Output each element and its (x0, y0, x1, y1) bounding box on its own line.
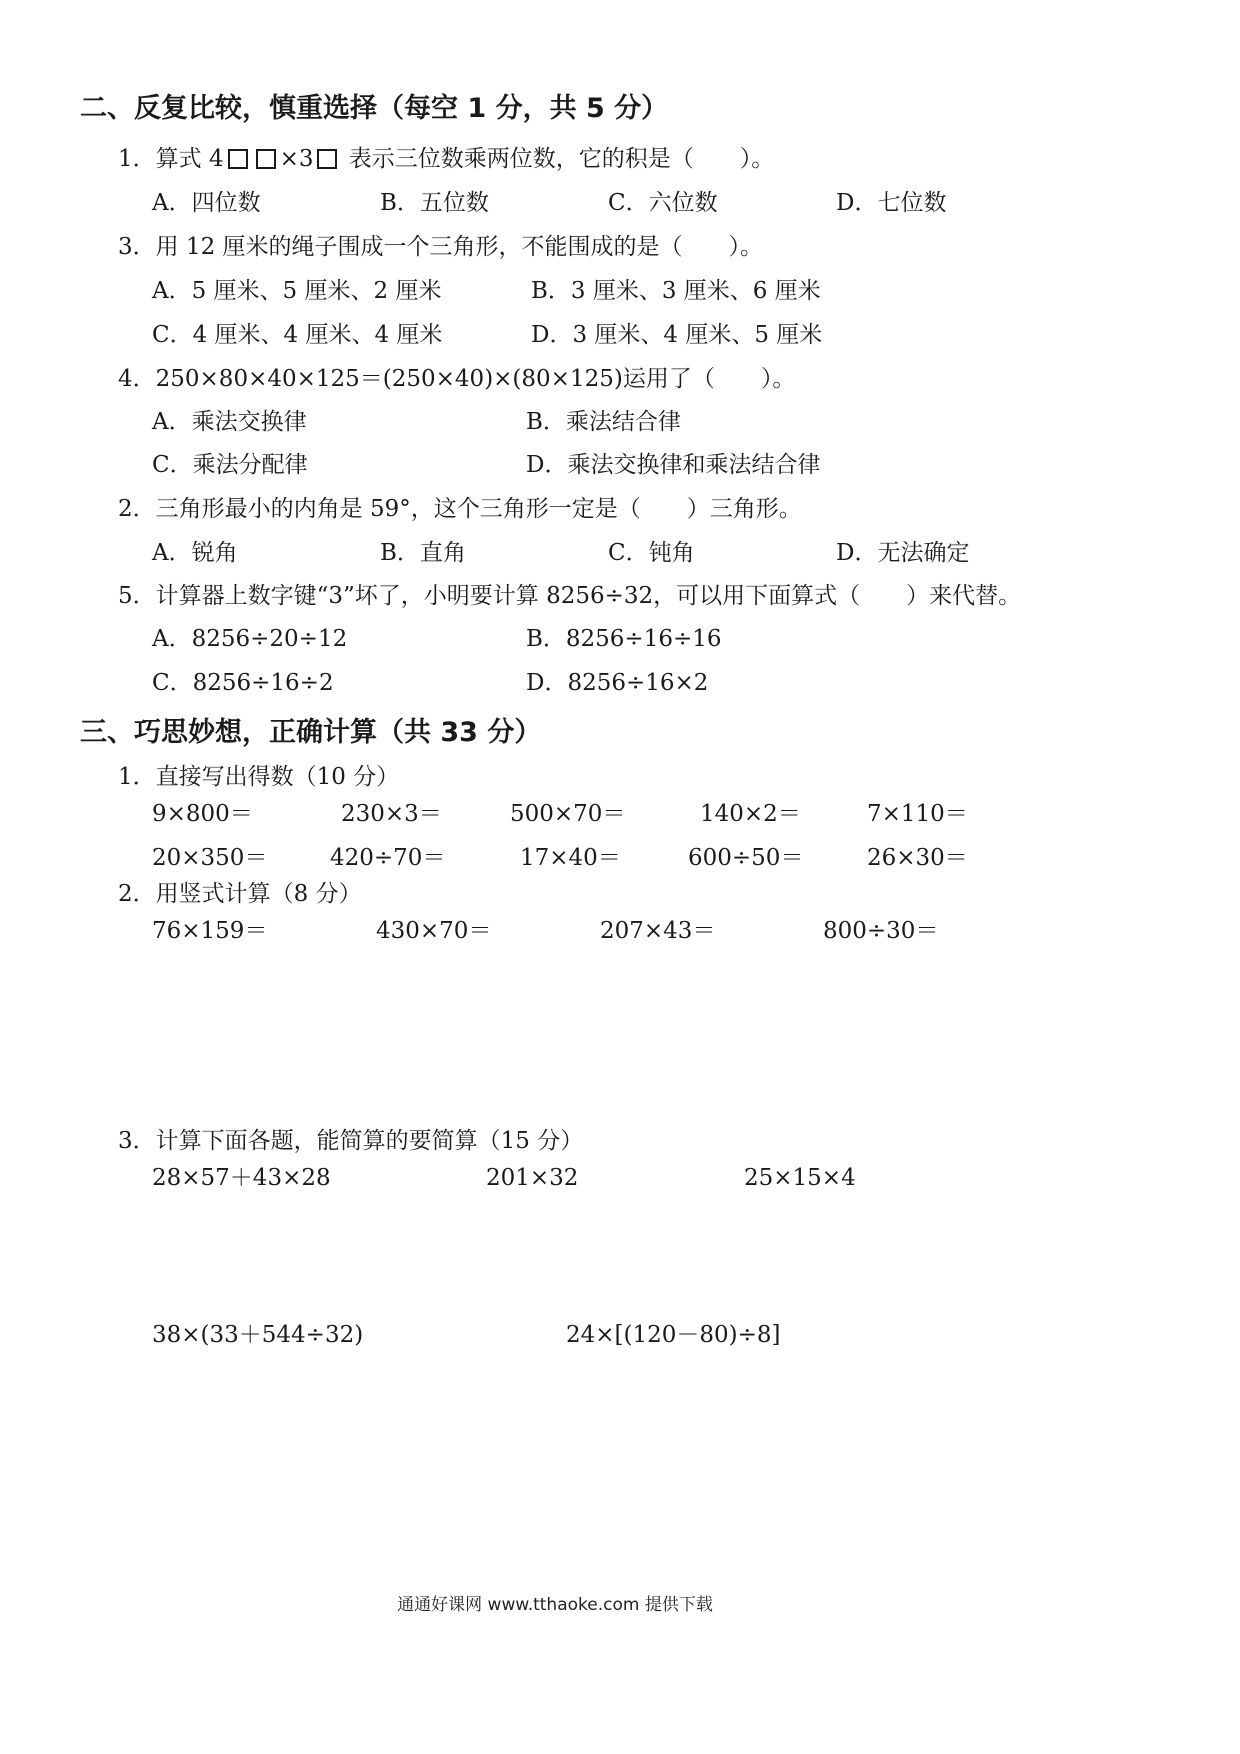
option: B．五位数 (380, 190, 489, 216)
option: A．5 厘米、5 厘米、2 厘米 (152, 278, 442, 304)
question-1-suffix: 表示三位数乘两位数，它的积是（ ）。 (341, 146, 775, 172)
option: C．乘法分配律 (152, 452, 308, 478)
part-3-label: 3．计算下面各题，能简算的要简算（15 分） (118, 1128, 584, 1154)
option: D．8256÷16×2 (526, 670, 709, 696)
expression: 207×43＝ (600, 918, 716, 944)
question-1-prefix: 1．算式 4 (118, 146, 224, 172)
expression: 76×159＝ (152, 918, 268, 944)
option: D．乘法交换律和乘法结合律 (526, 452, 821, 478)
option: D．无法确定 (836, 540, 970, 566)
option: B．3 厘米、3 厘米、6 厘米 (531, 278, 821, 304)
question-4: 4．250×80×40×125＝(250×40)×(80×125)运用了（ ）。 (118, 366, 796, 392)
expression: 9×800＝ (152, 801, 253, 827)
footer-credit: 通通好课网 www.tthaoke.com 提供下载 (397, 1595, 713, 1615)
blank-box (256, 149, 276, 169)
expression: 600÷50＝ (688, 845, 804, 871)
expression: 25×15×4 (744, 1165, 856, 1191)
question-1-mid: ×3 (279, 146, 314, 172)
question-5: 5．计算器上数字键“3”坏了，小明要计算 8256÷32，可以用下面算式（ ）来代替。 (118, 583, 1022, 609)
expression: 26×30＝ (867, 845, 968, 871)
section-3-title: 三、巧思妙想，正确计算（共 33 分） (80, 717, 542, 748)
option: C．8256÷16÷2 (152, 670, 334, 696)
expression: 500×70＝ (510, 801, 626, 827)
option: C．4 厘米、4 厘米、4 厘米 (152, 322, 443, 348)
blank-box (317, 149, 337, 169)
expression: 230×3＝ (341, 801, 442, 827)
expression: 201×32 (486, 1165, 579, 1191)
question-3: 3．用 12 厘米的绳子围成一个三角形，不能围成的是（ ）。 (118, 234, 764, 260)
option: C．六位数 (608, 190, 718, 216)
expression: 38×(33＋544÷32) (152, 1322, 364, 1348)
expression: 7×110＝ (867, 801, 968, 827)
option: A．锐角 (152, 540, 238, 566)
option: C．钝角 (608, 540, 695, 566)
option: B．乘法结合律 (526, 409, 681, 435)
option: D．3 厘米、4 厘米、5 厘米 (531, 322, 823, 348)
expression: 420÷70＝ (330, 845, 446, 871)
expression: 800÷30＝ (823, 918, 939, 944)
part-1-label: 1．直接写出得数（10 分） (118, 764, 400, 790)
option: B．直角 (380, 540, 466, 566)
expression: 20×350＝ (152, 845, 268, 871)
blank-box (228, 149, 248, 169)
option: A．8256÷20÷12 (152, 626, 348, 652)
expression: 430×70＝ (376, 918, 492, 944)
option: A．四位数 (152, 190, 261, 216)
option: A．乘法交换律 (152, 409, 307, 435)
expression: 28×57＋43×28 (152, 1165, 331, 1191)
question-1 (118, 144, 774, 174)
expression: 24×[(120－80)÷8] (566, 1322, 781, 1348)
expression: 17×40＝ (520, 845, 621, 871)
question-2: 2．三角形最小的内角是 59°，这个三角形一定是（ ）三角形。 (118, 496, 802, 522)
option: B．8256÷16÷16 (526, 626, 722, 652)
expression: 140×2＝ (700, 801, 801, 827)
part-2-label: 2．用竖式计算（8 分） (118, 881, 362, 907)
section-2-title: 二、反复比较，慎重选择（每空 1 分，共 5 分） (80, 93, 669, 124)
option: D．七位数 (836, 190, 947, 216)
